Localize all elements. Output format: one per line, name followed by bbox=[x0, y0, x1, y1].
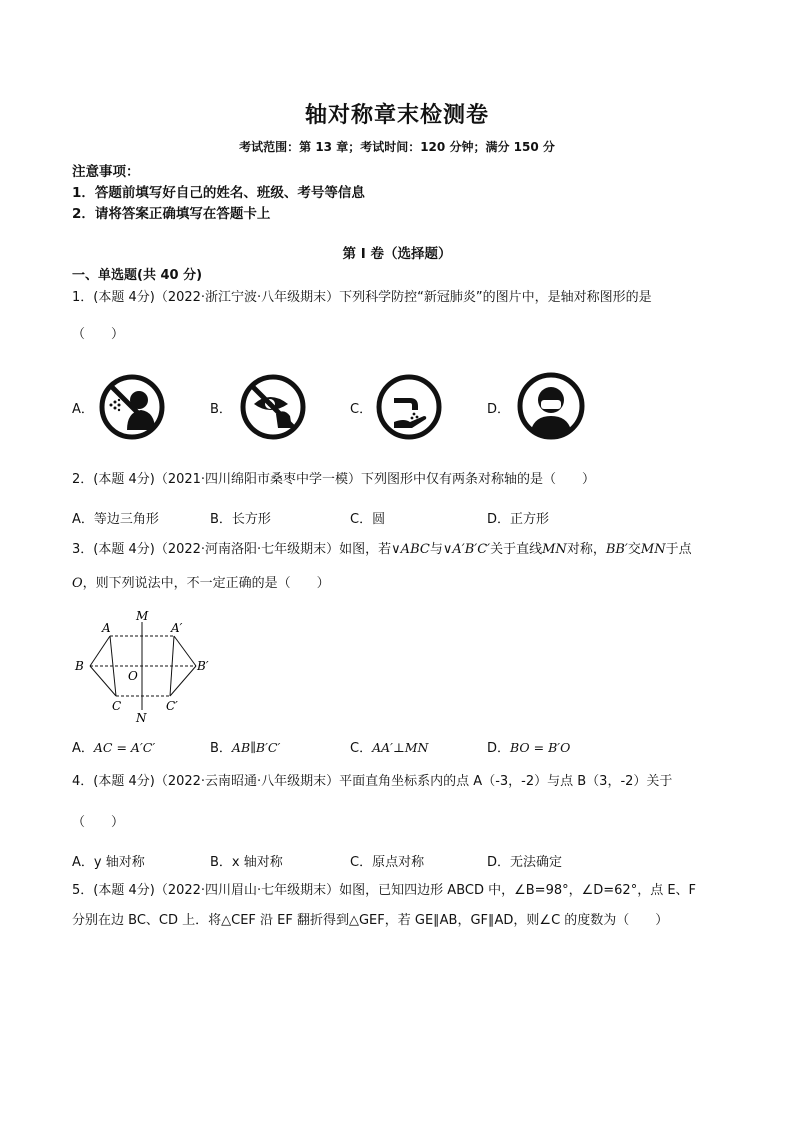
q3-option-d: D．BO = B′O bbox=[487, 740, 571, 756]
q2-option-c: C．圆 bbox=[350, 512, 386, 527]
q3-line-mn: MN bbox=[542, 542, 567, 557]
q2-option-b: B．长方形 bbox=[210, 512, 271, 527]
q3-text-line2: ，则下列说法中，不一定正确的是（ ） bbox=[82, 576, 330, 591]
exam-info: 考试范围：第 13 章；考试时间：120 分钟；满分 150 分 bbox=[239, 140, 555, 154]
label-n: N bbox=[136, 711, 147, 725]
q2-option-a: A．等边三角形 bbox=[72, 512, 159, 527]
q1-option-d-label: D． bbox=[487, 402, 511, 417]
q3-triangle-2: ∨A′B′C′ bbox=[442, 542, 491, 557]
question-3-text bbox=[72, 540, 732, 560]
q3-text-b: 关于直线 bbox=[490, 542, 543, 557]
q3-text-c: 对称， bbox=[566, 542, 606, 557]
q3-option-a: A．AC = A′C′ bbox=[72, 740, 156, 756]
question-5-text-line2: 分别在边 BC、CD 上．将△CEF 沿 EF 翻折得到△GEF，若 GE∥AB，GF∥AD，则∠C 的度数为（ ） bbox=[72, 913, 669, 928]
q1-option-a-label: A． bbox=[72, 402, 94, 417]
no-eye-touch-icon bbox=[238, 372, 308, 442]
symmetry-figure bbox=[70, 606, 220, 728]
notice-item-2: 2．请将答案正确填写在答题卡上 bbox=[72, 206, 271, 222]
section-title: 一、单选题(共 40 分) bbox=[72, 268, 203, 283]
q1-option-c-label: C． bbox=[350, 402, 373, 417]
wear-mask-icon bbox=[515, 370, 587, 442]
label-b: B bbox=[75, 659, 84, 673]
q3-text-e: 于点 bbox=[665, 542, 692, 557]
label-a-prime: A′ bbox=[171, 621, 183, 635]
q4-option-b: B．x 轴对称 bbox=[210, 855, 283, 870]
question-4-blank: （ ） bbox=[72, 815, 125, 830]
question-5-text: 5．(本题 4分)（2022·四川眉山·七年级期末）如图，已知四边形 ABCD 中，∠B=98°，∠D=62°，点 E、F bbox=[72, 883, 697, 898]
q3-text-d: 交 bbox=[627, 542, 641, 557]
q3-line-mn-2: MN bbox=[640, 542, 666, 557]
q3-option-b: B．AB∥B′C′ bbox=[210, 740, 281, 756]
label-c-prime: C′ bbox=[166, 699, 178, 713]
label-o: O bbox=[128, 669, 138, 683]
question-4-text: 4．(本题 4分)（2022·云南昭通·八年级期末）平面直角坐标系内的点 A（-3，-2）与点 B（3，-2）关于 bbox=[72, 774, 673, 789]
q4-option-d: D．无法确定 bbox=[487, 855, 563, 870]
notice-heading: 注意事项： bbox=[72, 164, 140, 180]
q3-triangle-1: ∨ABC bbox=[391, 542, 430, 557]
q3-point-o: O bbox=[72, 576, 83, 591]
q3-segment-bb: BB′ bbox=[605, 542, 628, 557]
label-c: C bbox=[112, 699, 122, 713]
question-3-text-line2 bbox=[72, 574, 732, 594]
notice-item-1: 1．答题前填写好自己的姓名、班级、考号等信息 bbox=[72, 185, 365, 201]
q4-option-a: A．y 轴对称 bbox=[72, 855, 145, 870]
label-m: M bbox=[136, 609, 149, 623]
q2-option-d: D．正方形 bbox=[487, 512, 550, 527]
label-b-prime: B′ bbox=[197, 659, 209, 673]
page-title: 轴对称章末检测卷 bbox=[304, 103, 489, 128]
label-a: A bbox=[102, 621, 111, 635]
q4-option-c: C．原点对称 bbox=[350, 855, 425, 870]
part-title: 第 I 卷（选择题） bbox=[342, 246, 452, 262]
question-1-text: 1．(本题 4分)（2022·浙江宁波·八年级期末）下列科学防控“新冠肺炎”的图片中，是轴对称图形的是 bbox=[72, 290, 652, 305]
q3-text-a: 3．(本题 4分)（2022·河南洛阳·七年级期末）如图，若 bbox=[72, 542, 392, 557]
no-spraying-icon bbox=[97, 372, 167, 442]
hand-washing-icon bbox=[374, 372, 444, 442]
question-1-blank: （ ） bbox=[72, 327, 125, 342]
q1-option-b-label: B． bbox=[210, 402, 232, 417]
q3-option-c: C．AA′⊥MN bbox=[350, 740, 429, 756]
question-2-text: 2．(本题 4分)（2021·四川绵阳市桑枣中学一模）下列图形中仅有两条对称轴的是（ ） bbox=[72, 472, 596, 487]
q3-text-mid: 与 bbox=[429, 542, 443, 557]
